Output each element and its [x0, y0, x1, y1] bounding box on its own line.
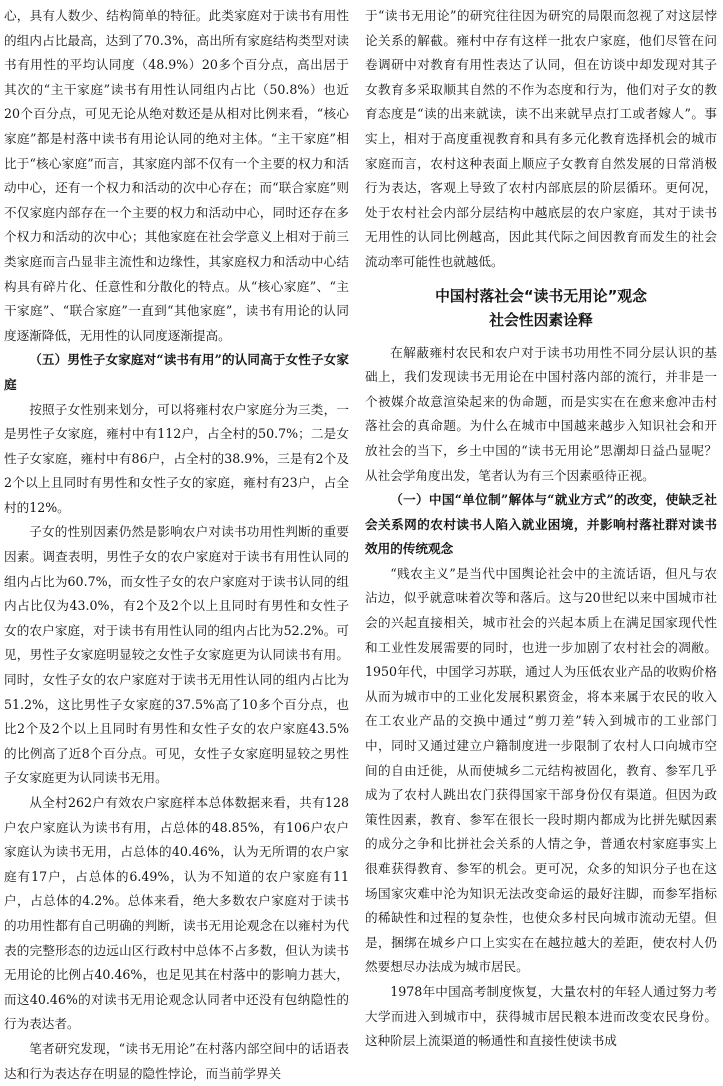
- section-title-line-2: 社会性因素诠释: [489, 311, 593, 329]
- section-title: [365, 285, 717, 333]
- paragraph: 按照子女性别来划分，可以将雍村农户家庭分为三类，一是男性子女家庭，雍村中有112户，占全村的50.7%；二是女性子女家庭，雍村中有86户，占全村的38.9%，三是有2个及2个以上且同时有男性和女性子女的家庭，雍村有23户，占全村的12%。: [4, 401, 349, 515]
- subsection-heading: （一）中国“单位制”解体与“就业方式”的改变，使缺乏社会关系网的农村读书人陷入就业困境，并影响村落社群对读书效用的传统观念: [365, 492, 717, 557]
- paragraph: 子女的性别因素仍然是影响农户对读书功用性判断的重要因素。调查表明，男性子女的农户家庭对于读书有用性认同的组内占比为60.7%，而女性子女的农户家庭对于读书认同的组内占比仅为43.0%，有2个及2个以上且同时有男性和女性子女的农户家庭，对于读书有用性认同的组内占比为52.2%。可见，男性子女家庭明显较之女性子女家庭更为认同读书有用。同时，女性子女的农户家庭对于读书无用性认同的组内占比为51.2%，这比男性子女家庭的37.5%高了10多个百分点，也比2个及2个以上且同时有男性和女性子女的农户家庭43.5%的比例高了近8个百分点。可见，女性子女家庭明显较之男性子女家庭更为认同读书无用。: [4, 524, 349, 786]
- paragraph: “贱农主义”是当代中国舆论社会中的主流话语，但凡与农沾边，似乎就意味着次等和落后。这与20世纪以来中国城市社会的兴起直接相关，城市社会的兴起本质上在满足国家现代性和工业性发展需要的同时，也进一步加剧了农村社会的凋敝。1950年代，中国学习苏联，通过人为压低农业产品的收购价格从而为城市中的工业化发展积累资金，将本来属于农民的收入在工农业产品的交换中通过“剪刀差”转入到城市的工业部门中，同时又通过建立户籍制度进一步限制了农村人口向城市空间的自由迁徙，从而使城乡二元结构被固化，教育、参军几乎成为了农村人跳出农门获得国家干部身份仅有渠道。但因为政策性因素，教育、参军在很长一段时期内都成为比拼先赋因素的成分之争和比拼社会关系的人情之争，普通农村家庭事实上很难获得教育、参军的机会。更可况，众多的知识分子也在这场国家灾难中沦为知识无法改变命运的最好注脚，而参军指标的稀缺性和过程的复杂性，也使众多村民向城市流动无望。但是，捆绑在城乡户口上实实在在越拉越大的差距，使农村人仍然要想尽办法成为城市居民。: [365, 565, 717, 975]
- paragraph: 从全村262户有效农户家庭样本总体数据来看，共有128户农户家庭认为读书有用，占总体的48.85%，有106户农户家庭认为读书无用，占总体的40.46%，认为无所谓的农户家庭有17户，占总体的6.49%，认为不知道的农户家庭有11户，占总体的4.2%。总体来看，绝大多数农户家庭对于读书的功用性都有自己明确的判断，读书无用论观念在以雍村为代表的完整形态的边远山区行政村中总体不占多数，但认为读书无用论的比例占40.46%，也足见其在村落中的影响力甚大，而这40.46%的对读书无用论观念认同者中还没有包纳隐性的行为表达者。: [4, 795, 349, 1032]
- section-title-line-1: 中国村落社会“读书无用论”观念: [435, 287, 647, 305]
- paragraph: 1978年中国高考制度恢复，大量农村的年轻人通过努力考大学而进入到城市中，获得城市居民粮本进而改变农民身份。这种阶层上流渠道的畅通性和直接性使读书成: [365, 983, 717, 1049]
- paragraph: 于“读书无用论”的研究往往因为研究的局限而忽视了对这层悖论关系的解截。雍村中存有这样一批农户家庭，他们尽管在问卷调研中对教育有用性表达了认同，但在访谈中却发现对其子女教育多采取顺其自然的不作为态度和行为，他们对子女的教育态度是“读的出来就读，读不出来就早点打工或者嫁人”。事实上，相对于高度重视教育和具有多元化教育选择机会的城市家庭而言，农村这种表面上顺应子女教育自然发展的日常消极行为表达，客观上导致了农村内部底层的阶层循环。更何况，处于农村社会内部分层结构中越底层的农户家庭，其对于读书无用性的认同比例越高，因此其代际之间因教育而发生的社会流动率可能性也就越低。: [365, 8, 717, 269]
- left-column: [4, 4, 349, 1086]
- paragraph: 笔者研究发现，“读书无用论”在村落内部空间中的话语表达和行为表达存在明显的隐性悖论，而当前学界关: [4, 1040, 349, 1081]
- paragraph: 心，具有人数少、结构简单的特征。此类家庭对于读书有用性的组内占比最高，达到了70.3%，高出所有家庭结构类型对读书有用性的平均认同度（48.9%）20多个百分点，高出居于其次的“主干家庭”读书有用性认同组内占比（50.8%）也近20个百分点，可见无论从绝对数还是从相对比例来看，“核心家庭”都是村落中读书有用论认同的绝对主体。“主干家庭”相比于“核心家庭”而言，其家庭内部不仅有一个主要的权力和活动中心，还有一个权力和活动的次中心存在；而“联合家庭”则不仅家庭内部存在一个主要的权力和活动中心，同时还存在多个权力和活动的次中心；其他家庭在社会学意义上相对于前三类家庭而言凸显非主流性和边缘性，其家庭权力和活动中心结构具有碎片化、任意性和分散化的特点。从“核心家庭”、“主干家庭”、“联合家庭”一直到“其他家庭”，读书有用论的认同度逐渐降低，无用性的认同度逐渐提高。: [4, 8, 349, 343]
- page: [4, 4, 717, 1081]
- paragraph: 在解蔽雍村农民和农户对于读书功用性不同分层认识的基础上，我们发现读书无用论在中国村落内部的流行，并非是一个被媒介故意渲染起来的伪命题，而是实实在在愈来愈冲击村落社会的真命题。为什么在城市中国越来越步入知识社会和开放社会的当下，乡土中国的“读书无用论”思潮却日益凸显呢？从社会学角度出发，笔者认为有三个因素亟待正视。: [365, 344, 717, 483]
- right-column: [365, 4, 717, 1086]
- subsection-heading: （五）男性子女家庭对“读书有用”的认同高于女性子女家庭: [4, 352, 349, 392]
